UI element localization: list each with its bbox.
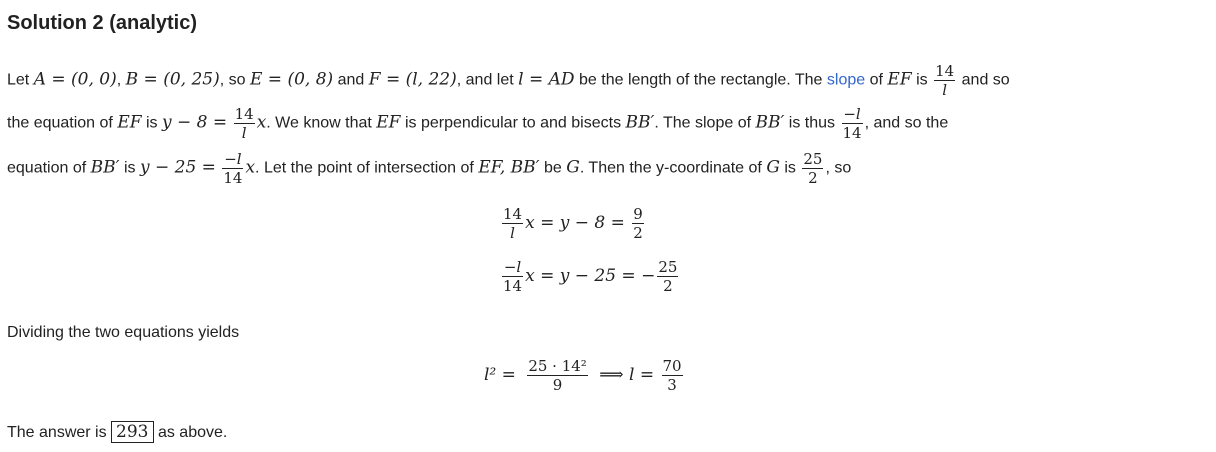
slope-link[interactable]: slope	[826, 71, 866, 89]
fraction: $\frac{25}{2}$	[658, 258, 678, 295]
text: , so	[219, 71, 246, 89]
math: y − 8 =	[162, 112, 228, 133]
fraction: $\frac{14}{l}$	[503, 205, 523, 242]
math: EF	[887, 69, 912, 90]
math: B = (0, 25)	[125, 69, 220, 90]
math: x = y − 8 =	[525, 213, 625, 233]
text: be the length of the rectangle. The	[579, 71, 823, 89]
text: . Then the y-coordinate of	[579, 159, 762, 177]
text: is	[123, 159, 136, 177]
math: y − 25 =	[139, 157, 216, 178]
math: x	[256, 112, 267, 133]
paragraph-line-2	[7, 105, 948, 142]
paragraph-line-1	[7, 62, 1010, 99]
fraction: $\frac{-l}{14}$	[503, 258, 523, 295]
dividing-text: Dividing the two equations yields	[7, 324, 240, 341]
math: EF, BB′	[478, 157, 540, 178]
text: and	[337, 71, 365, 89]
text: is	[916, 71, 928, 89]
text: is perpendicular to and bisects	[404, 114, 622, 132]
answer-line	[7, 422, 227, 442]
fraction: $\frac{14}{l}$	[234, 105, 254, 142]
text: is	[784, 159, 796, 177]
math: l² =	[484, 365, 516, 385]
equation-3	[484, 357, 685, 394]
text: the equation of	[7, 114, 113, 132]
text: The answer is	[7, 424, 107, 441]
math: BB′	[625, 112, 655, 133]
equation-1	[500, 205, 646, 242]
fraction: $\frac{9}{2}$	[633, 205, 643, 242]
text: ,	[116, 71, 122, 89]
fraction: $\frac{-l}{14}$	[842, 105, 862, 142]
math: ⟹ l =	[599, 365, 655, 385]
math: BB′	[90, 157, 120, 178]
text: , so	[825, 159, 852, 177]
answer-box: 293	[111, 421, 153, 443]
text: is thus	[788, 114, 836, 132]
math: l = AD	[518, 69, 575, 90]
fraction: $\frac{14}{l}$	[935, 62, 955, 99]
text: as above.	[157, 424, 228, 441]
fraction: $\frac{\text{25 · 14²}}{9}$	[528, 357, 587, 394]
text: is	[146, 114, 158, 132]
math: E = (0, 8)	[249, 69, 334, 90]
text: equation of	[7, 159, 87, 177]
text: and so	[961, 71, 1010, 89]
fraction: $\frac{-l}{14}$	[223, 150, 243, 187]
math: F = (l, 22)	[368, 69, 457, 90]
math: BB′	[755, 112, 785, 133]
text: . Let the point of intersection of	[255, 159, 474, 177]
fraction: $\frac{25}{2}$	[803, 150, 823, 187]
math: x	[245, 157, 256, 178]
text: Let	[7, 71, 30, 89]
page-title: Solution 2 (analytic)	[7, 12, 198, 34]
paragraph-line-3	[7, 150, 851, 187]
math: x = y − 25 = −	[525, 266, 656, 286]
math: G	[766, 157, 780, 178]
text: . The slope of	[654, 114, 752, 132]
fraction: $\frac{70}{3}$	[662, 357, 682, 394]
math: G	[566, 157, 580, 178]
text: , and let	[456, 71, 514, 89]
text: be	[543, 159, 562, 177]
text: . We know that	[266, 114, 372, 132]
math: A = (0, 0)	[33, 69, 117, 90]
math: EF	[376, 112, 401, 133]
math: EF	[117, 112, 142, 133]
text: of	[869, 71, 883, 89]
equation-2	[500, 258, 680, 295]
text: , and so the	[864, 114, 949, 132]
